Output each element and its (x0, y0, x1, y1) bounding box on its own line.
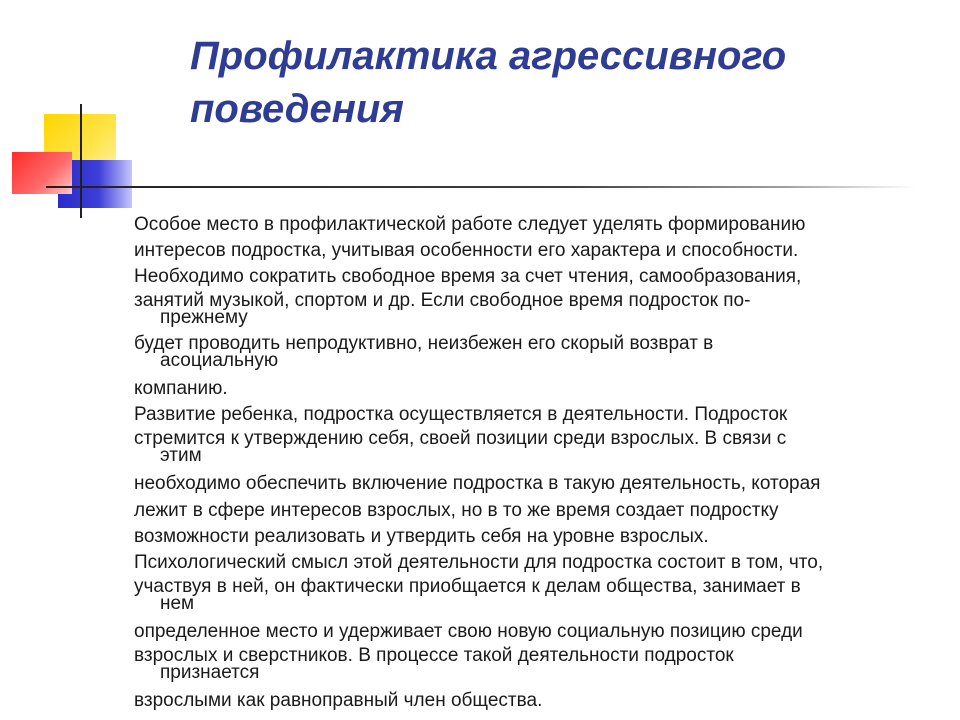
text-line: будет проводить непродуктивно, неизбежен его скорый возврат в асоциальную (134, 333, 714, 372)
text-line: Необходимо сократить свободное время за счет чтения, самообразования, (134, 266, 802, 288)
vertical-rule (80, 104, 82, 218)
title-underline-rule (46, 186, 916, 188)
slide-title: Профилактика агрессивного поведения (190, 34, 787, 131)
text-line: занятий музыкой, спортом и др. Если свободное время подросток по- прежнему (134, 290, 751, 329)
text-line: определенное место и удерживает свою новую социальную позицию среди (134, 620, 803, 642)
text-line: участвуя в ней, он фактически приобщается к делам общества, занимает в нем (134, 575, 801, 614)
text-line: необходимо обеспечить включение подростка в такую деятельность, которая (134, 473, 821, 495)
text-line: стремится к утверждению себя, своей позиции среди взрослых. В связи с этим (134, 428, 787, 467)
text-line: возможности реализовать и утвердить себя на уровне взрослых. (134, 525, 709, 547)
slide-body (134, 214, 934, 716)
text-line: Особое место в профилактической работе следует уделять формированию (134, 214, 806, 235)
text-line: лежит в сфере интересов взрослых, но в то же время создает подростку (134, 499, 779, 521)
text-line: Развитие ребенка, подростка осуществляется в деятельности. Подросток (134, 404, 788, 426)
text-line: компанию. (134, 378, 228, 400)
text-line: взрослых и сверстников. В процессе такой деятельности подросток признается (134, 644, 734, 683)
text-line: интересов подростка, учитывая особенности его характера и способности. (134, 240, 799, 262)
text-line: взрослыми как равноправный член общества. (134, 689, 543, 711)
text-line: Психологический смысл этой деятельности для подростка состоит в том, что, (134, 551, 824, 573)
